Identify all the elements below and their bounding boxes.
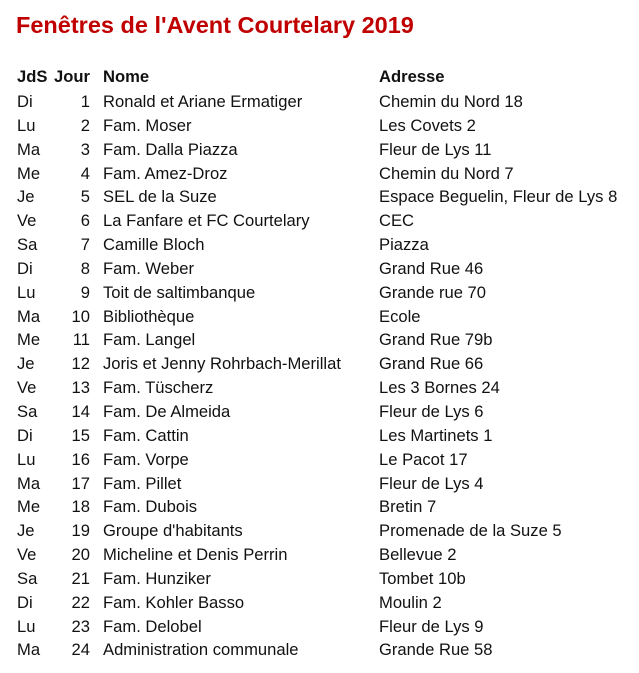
cell-jour: 1 xyxy=(80,92,90,111)
cell-jds: Di xyxy=(17,258,33,278)
cell-jour: 14 xyxy=(71,401,90,421)
cell-nom: Fam. Langel xyxy=(103,330,196,350)
cell-jour: 13 xyxy=(71,378,90,398)
cell-adresse: Grande Rue 58 xyxy=(379,640,493,660)
cell-adresse: Le Pacot 17 xyxy=(379,449,468,469)
cell-nom: Fam. Vorpe xyxy=(103,449,189,469)
cell-jds: Me xyxy=(17,163,41,183)
cell-jour: 22 xyxy=(71,592,90,612)
cell-nom: Fam. Weber xyxy=(103,258,194,278)
cell-adresse: Chemin du Nord 18 xyxy=(379,92,523,111)
cell-jour: 19 xyxy=(71,521,90,541)
cell-nom: SEL de la Suze xyxy=(103,187,217,207)
cell-jour: 5 xyxy=(80,187,90,207)
cell-jds: Lu xyxy=(17,115,36,135)
table-body xyxy=(0,90,639,662)
table-row xyxy=(0,400,639,424)
cell-nom: Fam. Kohler Basso xyxy=(103,592,245,612)
table-header xyxy=(0,64,639,90)
cell-jds: Sa xyxy=(17,568,38,588)
table-row xyxy=(0,567,639,591)
cell-nom: Toit de saltimbanque xyxy=(103,282,256,302)
table-row xyxy=(0,352,639,376)
cell-jds: Lu xyxy=(17,616,36,636)
cell-jds: Me xyxy=(17,330,41,350)
cell-nom: Fam. Cattin xyxy=(103,425,189,445)
header-jds: JdS xyxy=(17,67,48,86)
cell-adresse: Grand Rue 66 xyxy=(379,354,484,374)
cell-nom: Groupe d'habitants xyxy=(103,521,243,541)
cell-nom: Joris et Jenny Rohrbach-Merillat xyxy=(103,354,341,374)
table-row xyxy=(0,209,639,233)
cell-jds: Lu xyxy=(17,282,36,302)
cell-jour: 4 xyxy=(80,163,90,183)
cell-jour: 7 xyxy=(80,235,90,255)
cell-adresse: Les 3 Bornes 24 xyxy=(379,378,500,398)
header-nom: Nome xyxy=(103,67,150,86)
cell-adresse: Chemin du Nord 7 xyxy=(379,163,514,183)
cell-nom: Fam. De Almeida xyxy=(103,401,231,421)
cell-jds: Je xyxy=(17,187,35,207)
table-row xyxy=(0,424,639,448)
cell-jds: Di xyxy=(17,425,33,445)
cell-jour: 20 xyxy=(71,545,90,565)
cell-jour: 15 xyxy=(71,425,90,445)
cell-adresse: CEC xyxy=(379,211,415,231)
cell-adresse: Bellevue 2 xyxy=(379,545,457,565)
table-row xyxy=(0,162,639,186)
cell-jour: 3 xyxy=(80,139,90,159)
table-row xyxy=(0,495,639,519)
cell-nom: Fam. Tüscherz xyxy=(103,378,214,398)
cell-adresse: Grand Rue 46 xyxy=(379,258,484,278)
cell-nom: Ronald et Ariane Ermatiger xyxy=(103,92,303,111)
cell-jds: Ma xyxy=(17,473,41,493)
table-row xyxy=(0,591,639,615)
cell-adresse: Fleur de Lys 4 xyxy=(379,473,484,493)
table-row xyxy=(0,519,639,543)
cell-nom: Fam. Delobel xyxy=(103,616,202,636)
cell-adresse: Grande rue 70 xyxy=(379,282,487,302)
cell-jour: 2 xyxy=(80,115,90,135)
cell-jds: Ma xyxy=(17,640,41,660)
cell-jds: Ma xyxy=(17,306,41,326)
table-row xyxy=(0,138,639,162)
cell-adresse: Les Covets 2 xyxy=(379,115,476,135)
cell-jds: Ve xyxy=(17,211,37,231)
cell-adresse: Fleur de Lys 6 xyxy=(379,401,484,421)
cell-jds: Me xyxy=(17,497,41,517)
advent-windows-table xyxy=(0,64,639,662)
cell-nom: Fam. Amez-Droz xyxy=(103,163,228,183)
cell-nom: Bibliothèque xyxy=(103,306,195,326)
cell-adresse: Bretin 7 xyxy=(379,497,437,517)
cell-jds: Sa xyxy=(17,235,38,255)
table-row xyxy=(0,114,639,138)
cell-adresse: Espace Beguelin, Fleur de Lys 8 xyxy=(379,187,618,207)
cell-jour: 23 xyxy=(71,616,90,636)
table-row xyxy=(0,90,639,114)
cell-jds: Ve xyxy=(17,545,37,565)
cell-nom: La Fanfare et FC Courtelary xyxy=(103,211,310,231)
table-row xyxy=(0,185,639,209)
cell-jds: Ve xyxy=(17,378,37,398)
cell-adresse: Promenade de la Suze 5 xyxy=(379,521,562,541)
cell-jour: 8 xyxy=(80,258,90,278)
cell-jour: 9 xyxy=(80,282,90,302)
cell-jds: Lu xyxy=(17,449,36,469)
cell-jour: 17 xyxy=(71,473,90,493)
cell-jour: 21 xyxy=(71,568,90,588)
cell-nom: Fam. Moser xyxy=(103,115,192,135)
cell-nom: Fam. Dubois xyxy=(103,497,198,517)
table-row xyxy=(0,233,639,257)
cell-adresse: Tombet 10b xyxy=(379,568,466,588)
cell-jds: Di xyxy=(17,592,33,612)
table-row xyxy=(0,543,639,567)
table-row xyxy=(0,376,639,400)
cell-jds: Je xyxy=(17,521,35,541)
cell-nom: Camille Bloch xyxy=(103,235,205,255)
table-row xyxy=(0,615,639,639)
cell-nom: Fam. Hunziker xyxy=(103,568,211,588)
cell-adresse: Grand Rue 79b xyxy=(379,330,493,350)
cell-nom: Fam. Pillet xyxy=(103,473,182,493)
header-adresse: Adresse xyxy=(379,67,445,86)
cell-adresse: Fleur de Lys 9 xyxy=(379,616,484,636)
cell-adresse: Ecole xyxy=(379,306,421,326)
page-title: Fenêtres de l'Avent Courtelary 2019 xyxy=(16,12,414,38)
table-row xyxy=(0,472,639,496)
cell-adresse: Moulin 2 xyxy=(379,592,442,612)
table-row xyxy=(0,305,639,329)
table-row xyxy=(0,638,639,662)
cell-jour: 6 xyxy=(80,211,90,231)
header-jour: Jour xyxy=(54,67,90,86)
cell-jds: Je xyxy=(17,354,35,374)
cell-jour: 11 xyxy=(72,330,90,350)
table-row xyxy=(0,448,639,472)
cell-jds: Ma xyxy=(17,139,41,159)
cell-jds: Sa xyxy=(17,401,38,421)
cell-nom: Fam. Dalla Piazza xyxy=(103,139,238,159)
cell-nom: Micheline et Denis Perrin xyxy=(103,545,288,565)
cell-jour: 18 xyxy=(71,497,90,517)
cell-jour: 12 xyxy=(71,354,90,374)
cell-jds: Di xyxy=(17,92,33,111)
cell-jour: 10 xyxy=(71,306,90,326)
table-row xyxy=(0,281,639,305)
table-row xyxy=(0,257,639,281)
table-row xyxy=(0,328,639,352)
cell-jour: 16 xyxy=(71,449,90,469)
cell-adresse: Les Martinets 1 xyxy=(379,425,493,445)
cell-nom: Administration communale xyxy=(103,640,299,660)
cell-adresse: Piazza xyxy=(379,235,429,255)
cell-adresse: Fleur de Lys 11 xyxy=(379,139,492,159)
cell-jour: 24 xyxy=(71,640,90,660)
